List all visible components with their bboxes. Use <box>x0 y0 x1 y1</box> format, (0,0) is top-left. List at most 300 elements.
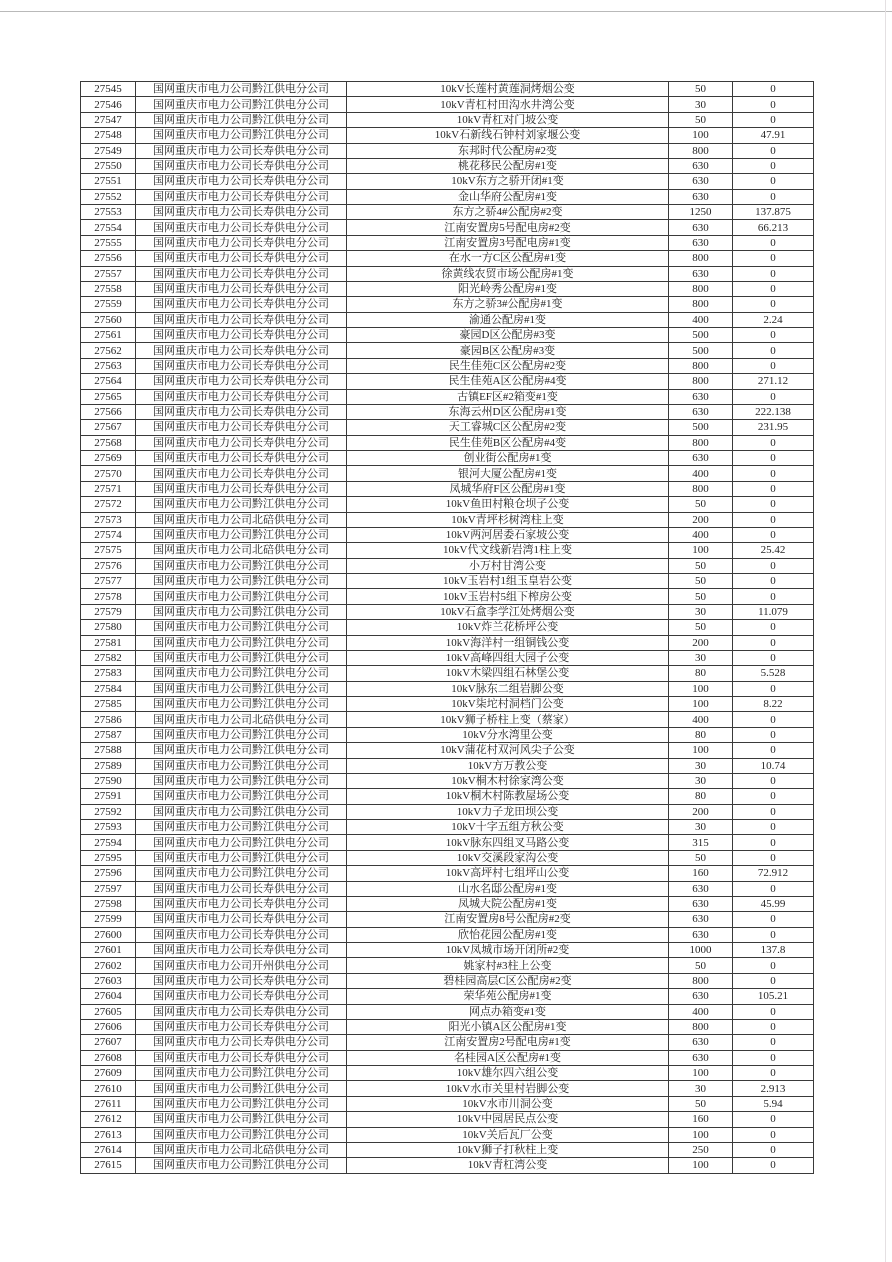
table-row <box>81 466 814 481</box>
table-row <box>81 1081 814 1096</box>
station-name-cell: 古镇EF区#2箱变#1变 <box>347 389 669 404</box>
row-id-cell: 27581 <box>81 635 136 650</box>
table-row <box>81 235 814 250</box>
table-row <box>81 666 814 681</box>
station-name-cell: 东邦时代公配房#2变 <box>347 143 669 158</box>
station-name-cell: 10kV狮子桥柱上变（蔡家） <box>347 712 669 727</box>
table-row <box>81 1035 814 1050</box>
company-cell: 国网重庆市电力公司长寿供电分公司 <box>136 328 347 343</box>
station-name-cell: 创业街公配房#1变 <box>347 451 669 466</box>
station-name-cell: 民生佳苑B区公配房#4变 <box>347 435 669 450</box>
table-row <box>81 251 814 266</box>
table-row <box>81 404 814 419</box>
station-name-cell: 10kV玉岩村5组下榨房公变 <box>347 589 669 604</box>
station-name-cell: 渝通公配房#1变 <box>347 312 669 327</box>
company-cell: 国网重庆市电力公司长寿供电分公司 <box>136 481 347 496</box>
company-cell: 国网重庆市电力公司黔江供电分公司 <box>136 112 347 127</box>
company-cell: 国网重庆市电力公司黔江供电分公司 <box>136 666 347 681</box>
station-name-cell: 10kV水市关里村岩脚公变 <box>347 1081 669 1096</box>
table-row <box>81 128 814 143</box>
row-id-cell: 27588 <box>81 743 136 758</box>
value-cell: 0 <box>733 251 814 266</box>
capacity-cell: 200 <box>669 635 733 650</box>
company-cell: 国网重庆市电力公司黔江供电分公司 <box>136 128 347 143</box>
capacity-cell: 100 <box>669 743 733 758</box>
row-id-cell: 27596 <box>81 866 136 881</box>
capacity-cell: 630 <box>669 989 733 1004</box>
station-name-cell: 东海云州D区公配房#1变 <box>347 404 669 419</box>
capacity-cell: 30 <box>669 97 733 112</box>
transformer-records-table <box>80 81 814 1174</box>
value-cell: 0 <box>733 1158 814 1173</box>
row-id-cell: 27589 <box>81 758 136 773</box>
capacity-cell: 800 <box>669 281 733 296</box>
value-cell: 0 <box>733 189 814 204</box>
table-row <box>81 804 814 819</box>
capacity-cell: 30 <box>669 1081 733 1096</box>
company-cell: 国网重庆市电力公司黔江供电分公司 <box>136 1081 347 1096</box>
company-cell: 国网重庆市电力公司黔江供电分公司 <box>136 1066 347 1081</box>
value-cell: 0 <box>733 235 814 250</box>
company-cell: 国网重庆市电力公司黔江供电分公司 <box>136 82 347 97</box>
station-name-cell: 东方之骄4#公配房#2变 <box>347 205 669 220</box>
capacity-cell: 50 <box>669 497 733 512</box>
capacity-cell: 100 <box>669 128 733 143</box>
value-cell: 0 <box>733 466 814 481</box>
value-cell: 0 <box>733 343 814 358</box>
value-cell: 0 <box>733 328 814 343</box>
row-id-cell: 27547 <box>81 112 136 127</box>
value-cell: 47.91 <box>733 128 814 143</box>
station-name-cell: 凤城华府F区公配房#1变 <box>347 481 669 496</box>
row-id-cell: 27607 <box>81 1035 136 1050</box>
row-id-cell: 27568 <box>81 435 136 450</box>
table-row <box>81 205 814 220</box>
row-id-cell: 27582 <box>81 650 136 665</box>
value-cell: 0 <box>733 973 814 988</box>
value-cell: 0 <box>733 143 814 158</box>
capacity-cell: 50 <box>669 958 733 973</box>
value-cell: 5.94 <box>733 1096 814 1111</box>
value-cell: 0 <box>733 1019 814 1034</box>
value-cell: 0 <box>733 712 814 727</box>
table-row <box>81 512 814 527</box>
station-name-cell: 凤城大院公配房#1变 <box>347 896 669 911</box>
value-cell: 0 <box>733 650 814 665</box>
value-cell: 0 <box>733 112 814 127</box>
company-cell: 国网重庆市电力公司北碚供电分公司 <box>136 543 347 558</box>
table-row <box>81 896 814 911</box>
table-row <box>81 758 814 773</box>
table-row <box>81 835 814 850</box>
station-name-cell: 天工睿城C区公配房#2变 <box>347 420 669 435</box>
table-row <box>81 773 814 788</box>
value-cell: 0 <box>733 297 814 312</box>
station-name-cell: 姚家村#3柱上公变 <box>347 958 669 973</box>
company-cell: 国网重庆市电力公司长寿供电分公司 <box>136 297 347 312</box>
value-cell: 0 <box>733 773 814 788</box>
row-id-cell: 27565 <box>81 389 136 404</box>
company-cell: 国网重庆市电力公司长寿供电分公司 <box>136 143 347 158</box>
row-id-cell: 27578 <box>81 589 136 604</box>
capacity-cell: 630 <box>669 1035 733 1050</box>
station-name-cell: 10kV炸兰花桥坪公变 <box>347 620 669 635</box>
capacity-cell: 630 <box>669 896 733 911</box>
company-cell: 国网重庆市电力公司黔江供电分公司 <box>136 804 347 819</box>
table-row <box>81 727 814 742</box>
row-id-cell: 27545 <box>81 82 136 97</box>
row-id-cell: 27594 <box>81 835 136 850</box>
station-name-cell: 阳光岭秀公配房#1变 <box>347 281 669 296</box>
value-cell: 0 <box>733 481 814 496</box>
table-row <box>81 297 814 312</box>
value-cell: 0 <box>733 743 814 758</box>
company-cell: 国网重庆市电力公司黔江供电分公司 <box>136 773 347 788</box>
table-row <box>81 589 814 604</box>
table-row <box>81 451 814 466</box>
value-cell: 10.74 <box>733 758 814 773</box>
table-row <box>81 1112 814 1127</box>
capacity-cell: 100 <box>669 697 733 712</box>
company-cell: 国网重庆市电力公司黔江供电分公司 <box>136 589 347 604</box>
value-cell: 137.875 <box>733 205 814 220</box>
table-row <box>81 743 814 758</box>
station-name-cell: 江南安置房2号配电房#1变 <box>347 1035 669 1050</box>
value-cell: 0 <box>733 727 814 742</box>
company-cell: 国网重庆市电力公司长寿供电分公司 <box>136 358 347 373</box>
table-row <box>81 943 814 958</box>
row-id-cell: 27615 <box>81 1158 136 1173</box>
capacity-cell: 50 <box>669 620 733 635</box>
records-table-body <box>81 82 814 1174</box>
capacity-cell: 30 <box>669 773 733 788</box>
value-cell: 0 <box>733 558 814 573</box>
company-cell: 国网重庆市电力公司黔江供电分公司 <box>136 789 347 804</box>
station-name-cell: 10kV关后瓦厂公变 <box>347 1127 669 1142</box>
value-cell: 105.21 <box>733 989 814 1004</box>
station-name-cell: 民生佳苑C区公配房#2变 <box>347 358 669 373</box>
row-id-cell: 27570 <box>81 466 136 481</box>
table-row <box>81 112 814 127</box>
company-cell: 国网重庆市电力公司长寿供电分公司 <box>136 266 347 281</box>
value-cell: 0 <box>733 635 814 650</box>
table-row <box>81 281 814 296</box>
capacity-cell: 630 <box>669 266 733 281</box>
capacity-cell: 630 <box>669 404 733 419</box>
capacity-cell: 30 <box>669 820 733 835</box>
company-cell: 国网重庆市电力公司开州供电分公司 <box>136 958 347 973</box>
company-cell: 国网重庆市电力公司长寿供电分公司 <box>136 251 347 266</box>
station-name-cell: 10kV两河居委石家坡公变 <box>347 527 669 542</box>
company-cell: 国网重庆市电力公司长寿供电分公司 <box>136 1035 347 1050</box>
capacity-cell: 50 <box>669 589 733 604</box>
capacity-cell: 1250 <box>669 205 733 220</box>
capacity-cell: 630 <box>669 189 733 204</box>
company-cell: 国网重庆市电力公司长寿供电分公司 <box>136 220 347 235</box>
company-cell: 国网重庆市电力公司黔江供电分公司 <box>136 758 347 773</box>
row-id-cell: 27575 <box>81 543 136 558</box>
row-id-cell: 27555 <box>81 235 136 250</box>
capacity-cell: 800 <box>669 374 733 389</box>
table-row <box>81 1096 814 1111</box>
row-id-cell: 27548 <box>81 128 136 143</box>
capacity-cell: 400 <box>669 466 733 481</box>
company-cell: 国网重庆市电力公司长寿供电分公司 <box>136 404 347 419</box>
company-cell: 国网重庆市电力公司长寿供电分公司 <box>136 374 347 389</box>
row-id-cell: 27591 <box>81 789 136 804</box>
row-id-cell: 27571 <box>81 481 136 496</box>
station-name-cell: 江南安置房8号公配房#2变 <box>347 912 669 927</box>
station-name-cell: 10kV分水湾里公变 <box>347 727 669 742</box>
capacity-cell: 100 <box>669 681 733 696</box>
page-right-edge <box>885 0 886 1262</box>
value-cell: 0 <box>733 1035 814 1050</box>
company-cell: 国网重庆市电力公司长寿供电分公司 <box>136 1004 347 1019</box>
row-id-cell: 27577 <box>81 574 136 589</box>
row-id-cell: 27560 <box>81 312 136 327</box>
company-cell: 国网重庆市电力公司长寿供电分公司 <box>136 205 347 220</box>
value-cell: 0 <box>733 589 814 604</box>
table-row <box>81 620 814 635</box>
value-cell: 2.913 <box>733 1081 814 1096</box>
station-name-cell: 山水名邸公配房#1变 <box>347 881 669 896</box>
station-name-cell: 10kV青杠村田沟水井湾公变 <box>347 97 669 112</box>
capacity-cell: 800 <box>669 297 733 312</box>
table-row <box>81 866 814 881</box>
capacity-cell: 50 <box>669 112 733 127</box>
capacity-cell: 630 <box>669 235 733 250</box>
company-cell: 国网重庆市电力公司长寿供电分公司 <box>136 235 347 250</box>
row-id-cell: 27553 <box>81 205 136 220</box>
value-cell: 231.95 <box>733 420 814 435</box>
value-cell: 0 <box>733 281 814 296</box>
row-id-cell: 27604 <box>81 989 136 1004</box>
station-name-cell: 10kV青杠对门坡公变 <box>347 112 669 127</box>
row-id-cell: 27574 <box>81 527 136 542</box>
row-id-cell: 27598 <box>81 896 136 911</box>
capacity-cell: 630 <box>669 389 733 404</box>
row-id-cell: 27612 <box>81 1112 136 1127</box>
row-id-cell: 27561 <box>81 328 136 343</box>
company-cell: 国网重庆市电力公司黔江供电分公司 <box>136 97 347 112</box>
capacity-cell: 630 <box>669 927 733 942</box>
station-name-cell: 10kV长莲村黄莲洞烤烟公变 <box>347 82 669 97</box>
capacity-cell: 800 <box>669 251 733 266</box>
company-cell: 国网重庆市电力公司长寿供电分公司 <box>136 189 347 204</box>
capacity-cell: 315 <box>669 835 733 850</box>
station-name-cell: 豪园B区公配房#3变 <box>347 343 669 358</box>
capacity-cell: 100 <box>669 1066 733 1081</box>
row-id-cell: 27613 <box>81 1127 136 1142</box>
value-cell: 0 <box>733 804 814 819</box>
table-row <box>81 389 814 404</box>
value-cell: 0 <box>733 266 814 281</box>
station-name-cell: 10kV青坪杉树湾柱上变 <box>347 512 669 527</box>
station-name-cell: 10kV青杠湾公变 <box>347 1158 669 1173</box>
capacity-cell: 500 <box>669 343 733 358</box>
station-name-cell: 10kV东方之骄开闭#1变 <box>347 174 669 189</box>
table-row <box>81 850 814 865</box>
table-row <box>81 312 814 327</box>
table-row <box>81 420 814 435</box>
capacity-cell: 630 <box>669 158 733 173</box>
value-cell: 0 <box>733 358 814 373</box>
capacity-cell: 30 <box>669 604 733 619</box>
capacity-cell: 500 <box>669 420 733 435</box>
value-cell: 222.138 <box>733 404 814 419</box>
row-id-cell: 27601 <box>81 943 136 958</box>
value-cell: 0 <box>733 789 814 804</box>
row-id-cell: 27552 <box>81 189 136 204</box>
table-row <box>81 1158 814 1173</box>
row-id-cell: 27558 <box>81 281 136 296</box>
station-name-cell: 豪园D区公配房#3变 <box>347 328 669 343</box>
value-cell: 0 <box>733 1142 814 1157</box>
row-id-cell: 27576 <box>81 558 136 573</box>
company-cell: 国网重庆市电力公司黔江供电分公司 <box>136 1112 347 1127</box>
table-row <box>81 374 814 389</box>
company-cell: 国网重庆市电力公司黔江供电分公司 <box>136 620 347 635</box>
station-name-cell: 10kV方万教公变 <box>347 758 669 773</box>
table-row <box>81 328 814 343</box>
row-id-cell: 27549 <box>81 143 136 158</box>
station-name-cell: 10kV代文线新岩湾1柱上变 <box>347 543 669 558</box>
station-name-cell: 10kV脉东四组叉马路公变 <box>347 835 669 850</box>
company-cell: 国网重庆市电力公司黔江供电分公司 <box>136 743 347 758</box>
table-row <box>81 574 814 589</box>
station-name-cell: 小万村甘湾公变 <box>347 558 669 573</box>
row-id-cell: 27602 <box>81 958 136 973</box>
value-cell: 0 <box>733 1112 814 1127</box>
capacity-cell: 200 <box>669 804 733 819</box>
table-row <box>81 220 814 235</box>
capacity-cell: 50 <box>669 850 733 865</box>
station-name-cell: 10kV水市川洞公变 <box>347 1096 669 1111</box>
capacity-cell: 630 <box>669 881 733 896</box>
value-cell: 0 <box>733 497 814 512</box>
station-name-cell: 桃花移民公配房#1变 <box>347 158 669 173</box>
station-name-cell: 10kV狮子打秋柱上变 <box>347 1142 669 1157</box>
station-name-cell: 名桂园A区公配房#1变 <box>347 1050 669 1065</box>
value-cell: 0 <box>733 451 814 466</box>
row-id-cell: 27564 <box>81 374 136 389</box>
value-cell: 0 <box>733 1004 814 1019</box>
row-id-cell: 27559 <box>81 297 136 312</box>
company-cell: 国网重庆市电力公司长寿供电分公司 <box>136 312 347 327</box>
value-cell: 45.99 <box>733 896 814 911</box>
value-cell: 66.213 <box>733 220 814 235</box>
company-cell: 国网重庆市电力公司黔江供电分公司 <box>136 697 347 712</box>
row-id-cell: 27579 <box>81 604 136 619</box>
table-row <box>81 912 814 927</box>
row-id-cell: 27556 <box>81 251 136 266</box>
capacity-cell: 630 <box>669 1050 733 1065</box>
table-row <box>81 97 814 112</box>
company-cell: 国网重庆市电力公司黔江供电分公司 <box>136 497 347 512</box>
table-row <box>81 973 814 988</box>
station-name-cell: 10kV石盒李学江处烤烟公变 <box>347 604 669 619</box>
row-id-cell: 27587 <box>81 727 136 742</box>
station-name-cell: 10kV交溪段家沟公变 <box>347 850 669 865</box>
value-cell: 0 <box>733 97 814 112</box>
table-row <box>81 820 814 835</box>
company-cell: 国网重庆市电力公司长寿供电分公司 <box>136 896 347 911</box>
table-row <box>81 558 814 573</box>
station-name-cell: 网点办箱变#1变 <box>347 1004 669 1019</box>
company-cell: 国网重庆市电力公司长寿供电分公司 <box>136 420 347 435</box>
station-name-cell: 10kV鱼田村粮仓坝子公变 <box>347 497 669 512</box>
row-id-cell: 27608 <box>81 1050 136 1065</box>
row-id-cell: 27592 <box>81 804 136 819</box>
row-id-cell: 27595 <box>81 850 136 865</box>
company-cell: 国网重庆市电力公司黔江供电分公司 <box>136 1096 347 1111</box>
station-name-cell: 东方之骄3#公配房#1变 <box>347 297 669 312</box>
company-cell: 国网重庆市电力公司黔江供电分公司 <box>136 558 347 573</box>
capacity-cell: 50 <box>669 82 733 97</box>
row-id-cell: 27610 <box>81 1081 136 1096</box>
company-cell: 国网重庆市电力公司长寿供电分公司 <box>136 1050 347 1065</box>
table-row <box>81 189 814 204</box>
table-row <box>81 1142 814 1157</box>
value-cell: 0 <box>733 527 814 542</box>
table-row <box>81 266 814 281</box>
capacity-cell: 800 <box>669 1019 733 1034</box>
value-cell: 0 <box>733 1127 814 1142</box>
row-id-cell: 27554 <box>81 220 136 235</box>
row-id-cell: 27590 <box>81 773 136 788</box>
capacity-cell: 160 <box>669 1112 733 1127</box>
value-cell: 5.528 <box>733 666 814 681</box>
company-cell: 国网重庆市电力公司长寿供电分公司 <box>136 389 347 404</box>
station-name-cell: 银河大厦公配房#1变 <box>347 466 669 481</box>
table-row <box>81 1127 814 1142</box>
table-row <box>81 158 814 173</box>
value-cell: 72.912 <box>733 866 814 881</box>
station-name-cell: 江南安置房5号配电房#2变 <box>347 220 669 235</box>
capacity-cell: 400 <box>669 1004 733 1019</box>
capacity-cell: 100 <box>669 543 733 558</box>
station-name-cell: 欣怡花园公配房#1变 <box>347 927 669 942</box>
company-cell: 国网重庆市电力公司长寿供电分公司 <box>136 343 347 358</box>
company-cell: 国网重庆市电力公司黔江供电分公司 <box>136 681 347 696</box>
row-id-cell: 27583 <box>81 666 136 681</box>
table-row <box>81 481 814 496</box>
company-cell: 国网重庆市电力公司长寿供电分公司 <box>136 927 347 942</box>
capacity-cell: 30 <box>669 650 733 665</box>
capacity-cell: 50 <box>669 574 733 589</box>
capacity-cell: 80 <box>669 789 733 804</box>
table-row <box>81 343 814 358</box>
table-row <box>81 174 814 189</box>
table-row <box>81 989 814 1004</box>
station-name-cell: 10kV高坪村七组坪山公变 <box>347 866 669 881</box>
table-row <box>81 697 814 712</box>
station-name-cell: 金山华府公配房#1变 <box>347 189 669 204</box>
station-name-cell: 10kV雄尔四六组公变 <box>347 1066 669 1081</box>
capacity-cell: 800 <box>669 481 733 496</box>
row-id-cell: 27603 <box>81 973 136 988</box>
value-cell: 0 <box>733 820 814 835</box>
value-cell: 2.24 <box>733 312 814 327</box>
company-cell: 国网重庆市电力公司黔江供电分公司 <box>136 635 347 650</box>
company-cell: 国网重庆市电力公司黔江供电分公司 <box>136 574 347 589</box>
row-id-cell: 27606 <box>81 1019 136 1034</box>
value-cell: 0 <box>733 850 814 865</box>
capacity-cell: 800 <box>669 435 733 450</box>
table-row <box>81 927 814 942</box>
company-cell: 国网重庆市电力公司长寿供电分公司 <box>136 281 347 296</box>
company-cell: 国网重庆市电力公司长寿供电分公司 <box>136 1019 347 1034</box>
